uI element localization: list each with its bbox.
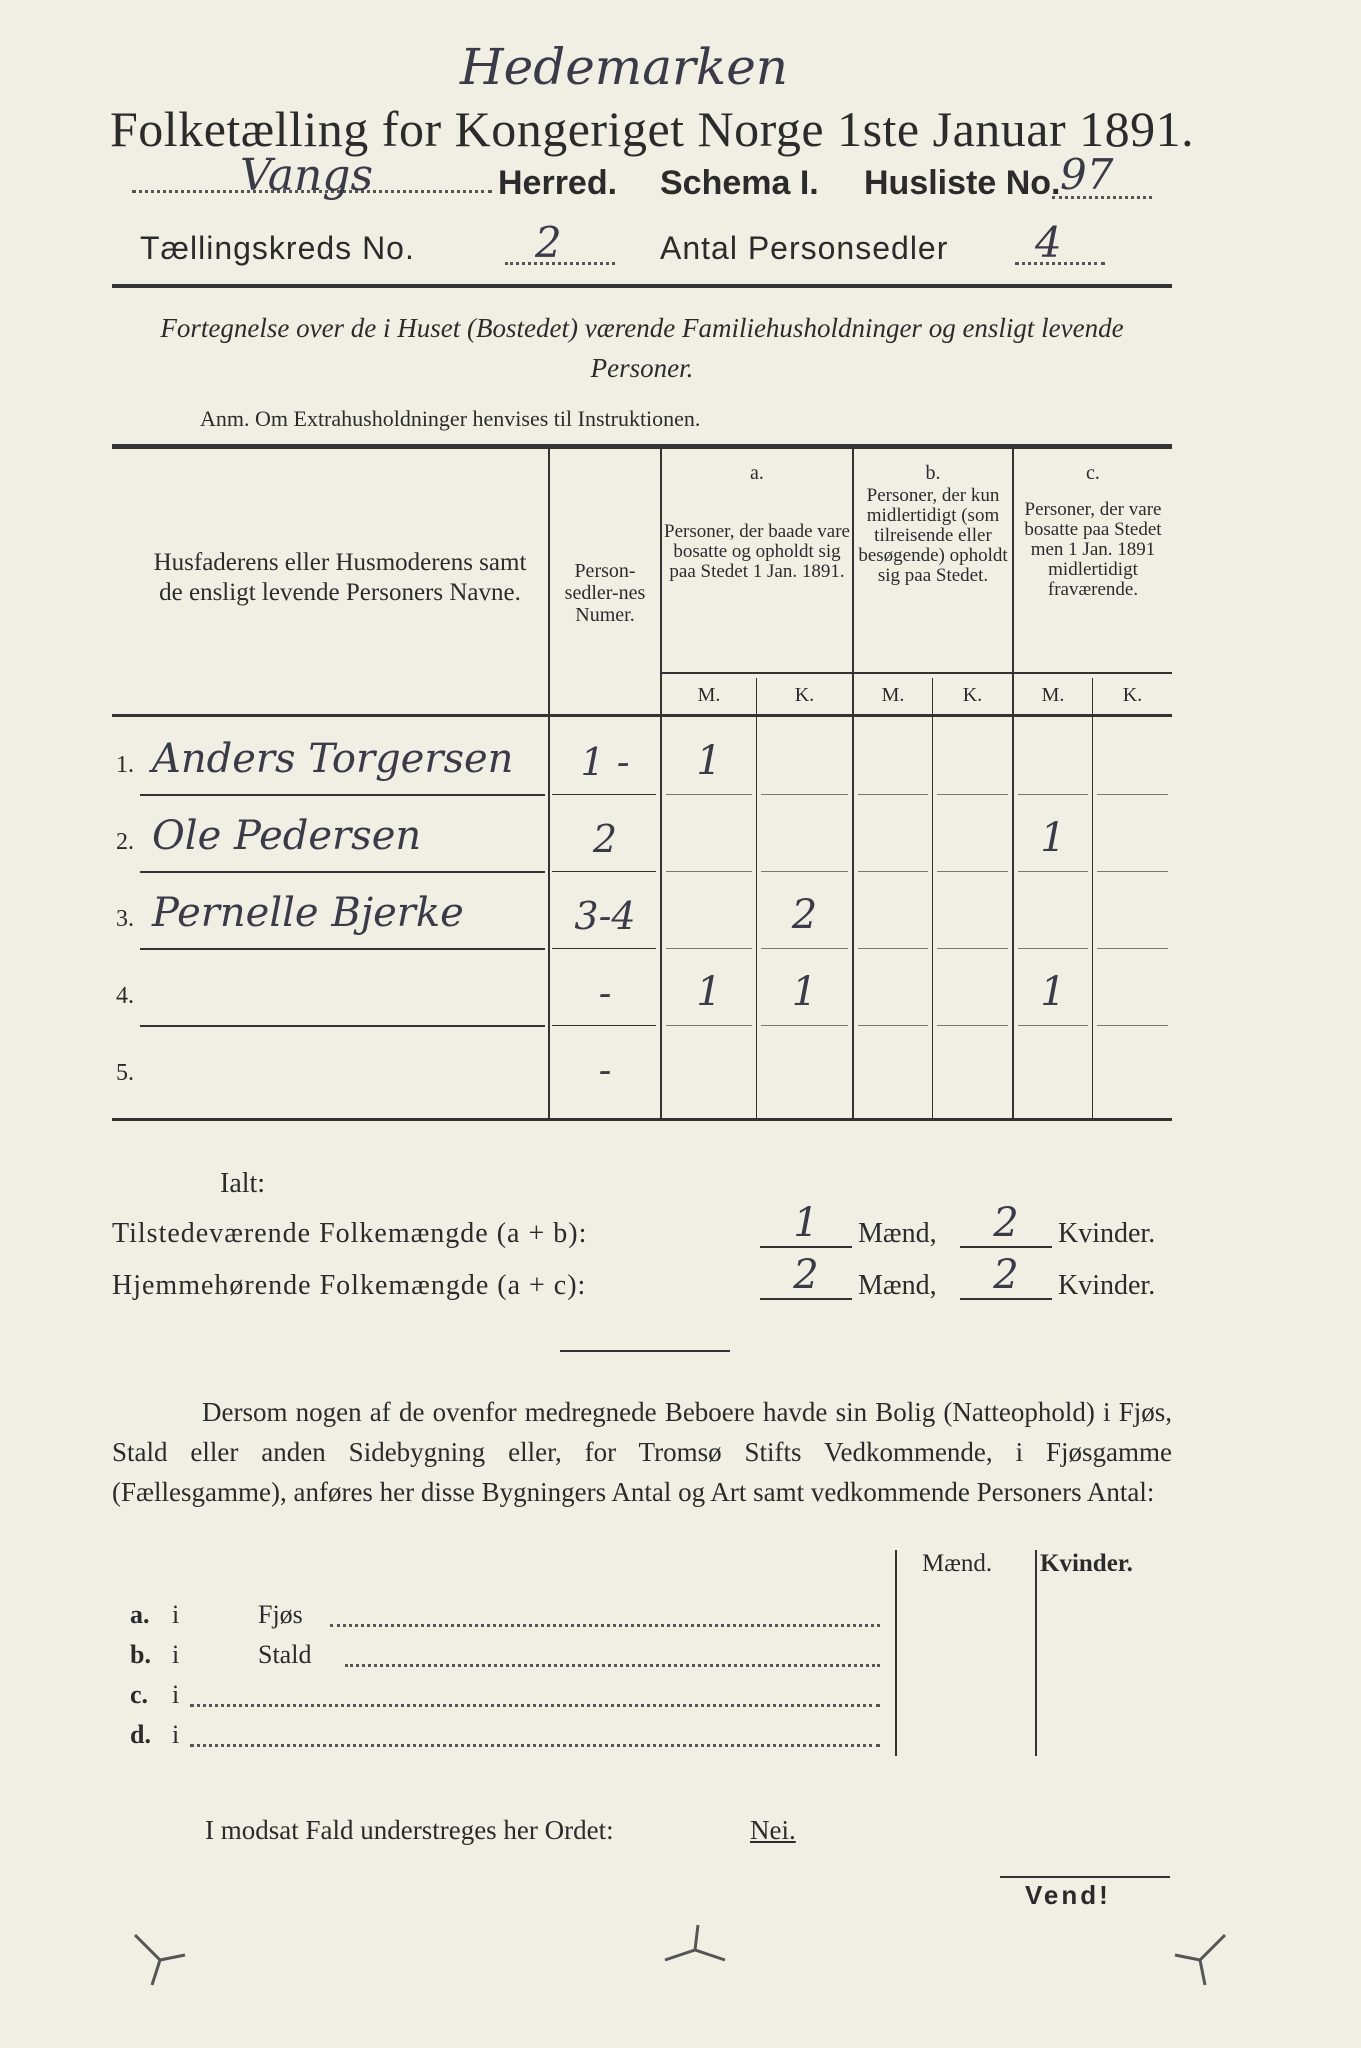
antal-label: Antal Personsedler: [660, 230, 949, 266]
tilstede-k-value: 2: [993, 1200, 1019, 1246]
buildings-divider: [1035, 1550, 1037, 1756]
building-name: Fjøs: [258, 1600, 303, 1629]
cell-underline: [761, 1025, 848, 1026]
row-number: 5.: [116, 1060, 134, 1086]
hjemme-k-rule: [960, 1298, 1052, 1300]
schema-label: Schema I.: [660, 164, 819, 202]
binding-mark: [660, 1920, 730, 1980]
cell-underline: [666, 1025, 752, 1026]
cell-underline: [937, 794, 1008, 795]
herred-label: Herred.: [498, 164, 618, 202]
form-title: Folketælling for Kongeriget Norge 1ste Januar 1891.: [110, 101, 1195, 157]
count-cell: 1: [696, 738, 722, 784]
mk-rule: [662, 672, 1172, 674]
hjemme-k-value: 2: [993, 1252, 1019, 1298]
sidebygning-paragraph: Dersom nogen af de ovenfor medregnede Beboere havde sin Bolig (Natteophold) i Fjøs, Stald eller anden Sidebygning eller, for Tromsø Stifts Vedkommende, i Fjøsgamme (Fællesgamme), anføres her disse Bygningers Antal og Art samt vedkommende Personers Antal:: [112, 1397, 1172, 1507]
cell-underline: [1097, 794, 1168, 795]
cell-underline: [1018, 1025, 1088, 1026]
cell-underline: [937, 948, 1008, 949]
name-underline: [140, 794, 545, 796]
hjemme-m-value: 2: [793, 1252, 819, 1298]
antal-value: 4: [1035, 218, 1062, 267]
person-name: Ole Pedersen: [152, 813, 422, 859]
numer-underline: [552, 948, 656, 949]
hjemme-label: Hjemmehørende Folkemængde (a + c):: [112, 1270, 587, 1301]
col-names-header: Husfaderens eller Husmoderens samt de ensligt levende Personers Navne.: [153, 549, 527, 606]
tilstede-m-rule: [760, 1246, 852, 1248]
building-i: i: [172, 1680, 180, 1709]
personseddel-numer: -: [598, 971, 612, 1015]
count-cell: 1: [1040, 815, 1066, 861]
count-cell: 2: [791, 892, 818, 938]
cell-underline: [1097, 1025, 1168, 1026]
col-a-letter: a.: [750, 462, 764, 484]
personseddel-numer: 2: [592, 817, 618, 861]
taellingskreds-value: 2: [535, 218, 562, 267]
col-c-header: Personer, der vare bosatte paa Stedet men 1 Jan. 1891 midlertidigt fraværende.: [1024, 499, 1162, 600]
building-letter: c.: [130, 1680, 149, 1709]
row-number: 2.: [116, 829, 134, 855]
col-c-m: M.: [1041, 684, 1065, 706]
col-a-m: M.: [697, 684, 721, 706]
col-c-k: K.: [1122, 684, 1143, 706]
cell-underline: [1018, 871, 1088, 872]
tilstede-label: Tilstedeværende Folkemængde (a + b):: [112, 1218, 588, 1249]
col-b-header: Personer, der kun midlertidigt (som tilreisende eller besøgende) opholdt sig paa Stedet.: [858, 485, 1008, 586]
separator-rule: [560, 1350, 730, 1352]
cell-underline: [858, 948, 928, 949]
col-b-k: K.: [962, 684, 983, 706]
col-divider: [548, 446, 550, 1120]
count-cell: 1: [1040, 969, 1066, 1015]
col-b-m: M.: [881, 684, 905, 706]
nei-word: Nei.: [750, 1815, 796, 1845]
mk-divider: [932, 678, 933, 1120]
building-dots: [345, 1664, 880, 1667]
mk-divider: [1092, 678, 1093, 1120]
vend-text: Vend!: [1025, 1880, 1111, 1910]
cell-underline: [858, 871, 928, 872]
cell-underline: [666, 871, 752, 872]
building-i: i: [172, 1720, 180, 1749]
tilstede-m-value: 1: [793, 1200, 819, 1246]
cell-underline: [858, 794, 928, 795]
name-underline: [140, 871, 545, 873]
tilstede-k-rule: [960, 1246, 1052, 1248]
hjemme-maend: Mænd,: [858, 1270, 937, 1301]
row-number: 4.: [116, 983, 134, 1009]
building-i: i: [172, 1600, 180, 1629]
cell-underline: [1018, 948, 1088, 949]
hjemme-m-rule: [760, 1298, 852, 1300]
husliste-value: 97: [1060, 150, 1114, 199]
taellingskreds-label: Tællingskreds No.: [140, 230, 415, 266]
col-numer-header: Person-sedler-nes Numer.: [564, 560, 646, 626]
numer-underline: [552, 1025, 656, 1026]
cell-underline: [666, 794, 752, 795]
cell-underline: [858, 1025, 928, 1026]
buildings-maend-header: Mænd.: [922, 1550, 993, 1577]
cell-underline: [1097, 871, 1168, 872]
col-a-k: K.: [794, 684, 815, 706]
tilstede-maend: Mænd,: [858, 1218, 937, 1249]
col-b-letter: b.: [925, 462, 941, 484]
cell-underline: [937, 1025, 1008, 1026]
col-divider: [1012, 446, 1014, 1120]
cell-underline: [1097, 948, 1168, 949]
husliste-label: Husliste No.: [864, 164, 1061, 202]
building-dots: [190, 1744, 880, 1747]
herred-value: Vangs: [240, 150, 374, 201]
col-divider: [852, 446, 854, 1120]
row-number: 3.: [116, 906, 134, 932]
binding-mark: [130, 1930, 190, 1990]
hjemme-kvinder: Kvinder.: [1058, 1270, 1156, 1301]
col-a-header: Personer, der baade vare bosatte og opholdt sig paa Stedet 1 Jan. 1891.: [664, 521, 850, 582]
personseddel-numer: 3-4: [574, 894, 636, 938]
binding-mark: [1170, 1930, 1230, 1990]
cell-underline: [761, 948, 848, 949]
row-number: 1.: [116, 752, 134, 778]
building-letter: a.: [130, 1600, 150, 1629]
name-underline: [140, 948, 545, 950]
count-cell: 1: [696, 969, 722, 1015]
tilstede-kvinder: Kvinder.: [1058, 1218, 1156, 1249]
count-cell: 1: [791, 969, 818, 1015]
cell-underline: [1018, 794, 1088, 795]
building-letter: d.: [130, 1720, 151, 1749]
person-name: Anders Torgersen: [152, 736, 514, 782]
numer-underline: [552, 871, 656, 872]
anm-text: Anm. Om Extrahusholdninger henvises til Instruktionen.: [200, 406, 701, 431]
cell-underline: [666, 948, 752, 949]
numer-underline: [552, 794, 656, 795]
intro-text: Fortegnelse over de i Huset (Bostedet) værende Familiehusholdninger og ensligt levende Personer.: [160, 313, 1124, 383]
vend-rule: [1000, 1876, 1170, 1878]
cell-underline: [761, 794, 848, 795]
building-i: i: [172, 1640, 180, 1669]
building-letter: b.: [130, 1640, 151, 1669]
personseddel-numer: -: [598, 1048, 612, 1092]
ialt-label: Ialt:: [220, 1168, 266, 1199]
header-rule: [112, 284, 1172, 288]
buildings-divider: [895, 1550, 897, 1756]
cell-underline: [761, 871, 848, 872]
handwritten-region: Hedemarken: [460, 38, 789, 96]
building-dots: [190, 1704, 880, 1707]
modsat-text: I modsat Fald understreges her Ordet:: [205, 1815, 614, 1845]
col-c-letter: c.: [1086, 462, 1100, 484]
cell-underline: [937, 871, 1008, 872]
personseddel-numer: 1 -: [580, 740, 630, 784]
buildings-kvinder-header: Kvinder.: [1040, 1550, 1133, 1577]
building-dots: [330, 1624, 880, 1627]
building-name: Stald: [258, 1640, 312, 1669]
person-name: Pernelle Bjerke: [152, 890, 464, 936]
name-underline: [140, 1025, 545, 1027]
